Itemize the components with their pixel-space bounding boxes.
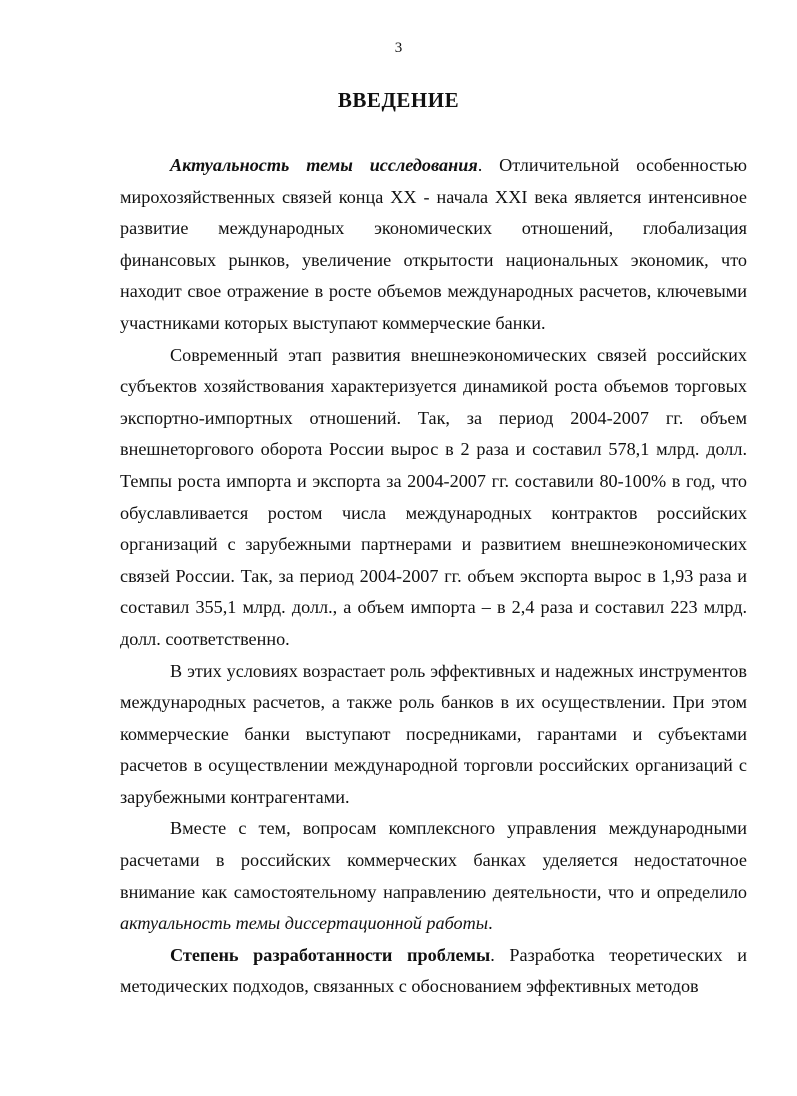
paragraph-relevance (120, 150, 747, 340)
paragraph-insufficient-attention (120, 813, 747, 939)
paragraph-problem-development (120, 940, 747, 1003)
problem-development-punct: . (490, 944, 495, 965)
relevance-heading: Актуальность темы исследования (170, 155, 478, 175)
relevance-text: Отличительной особенностью мирохозяйственных связей конца XX - начала XXI века является интенсивное развитие международных экономических отношений, глобализация финансовых рынков, увеличение открытости национальных экономик, что находит свое отражение в росте объемов международных расчетов, ключевыми участниками которых выступают коммерческие банки. (120, 155, 747, 333)
document-body (120, 150, 747, 1003)
insufficient-attention-text: Вместе с тем, вопросам комплексного управления международными расчетами в российских коммерческих банках уделяется недостаточное внимание как самостоятельному направлению деятельности, что и определило (120, 818, 747, 902)
bank-role-text: В этих условиях возрастает роль эффективных и надежных инструментов международных расчетов, а также роль банков в их осуществлении. При этом коммерческие банки выступают посредниками, гарантами и субъектами расчетов в осуществлении международной торговли российских организаций с зарубежными контрагентами. (120, 660, 747, 807)
trade-dynamics-text: Современный этап развития внешнеэкономических связей российских субъектов хозяйствования характеризуется динамикой роста объемов торговых экспортно-импортных отношений. Так, за период 2004-2007 гг. объем внешнеторгового оборота России вырос в 2 раза и составил 578,1 млрд. долл. Темпы роста импорта и экспорта за 2004-2007 гг. составили 80-100% в год, что обуславливается ростом числа международных контрактов российских организаций с зарубежными партнерами и развитием внешнеэкономических связей России. Так, за период 2004-2007 гг. объем экспорта вырос в 1,93 раза и составил 355,1 млрд. долл., а объем импорта – в 2,4 раза и составил 223 млрд. долл. соответственно. (120, 344, 747, 649)
page-number: 3 (394, 40, 403, 56)
relevance-heading-punct: . (477, 155, 483, 175)
paragraph-trade-dynamics (120, 340, 747, 656)
problem-development-text: Разработка теоретических и методических подходов, связанных с обоснованием эффективных методов (120, 944, 747, 997)
insufficient-attention-tail: . (488, 913, 493, 934)
topic-relevance-italic: актуальность темы диссертационной работы (120, 913, 489, 934)
paragraph-bank-role (120, 656, 747, 814)
page-title: ВВЕДЕНИЕ (337, 88, 460, 112)
problem-development-heading: Степень разработанности проблемы (170, 944, 491, 965)
